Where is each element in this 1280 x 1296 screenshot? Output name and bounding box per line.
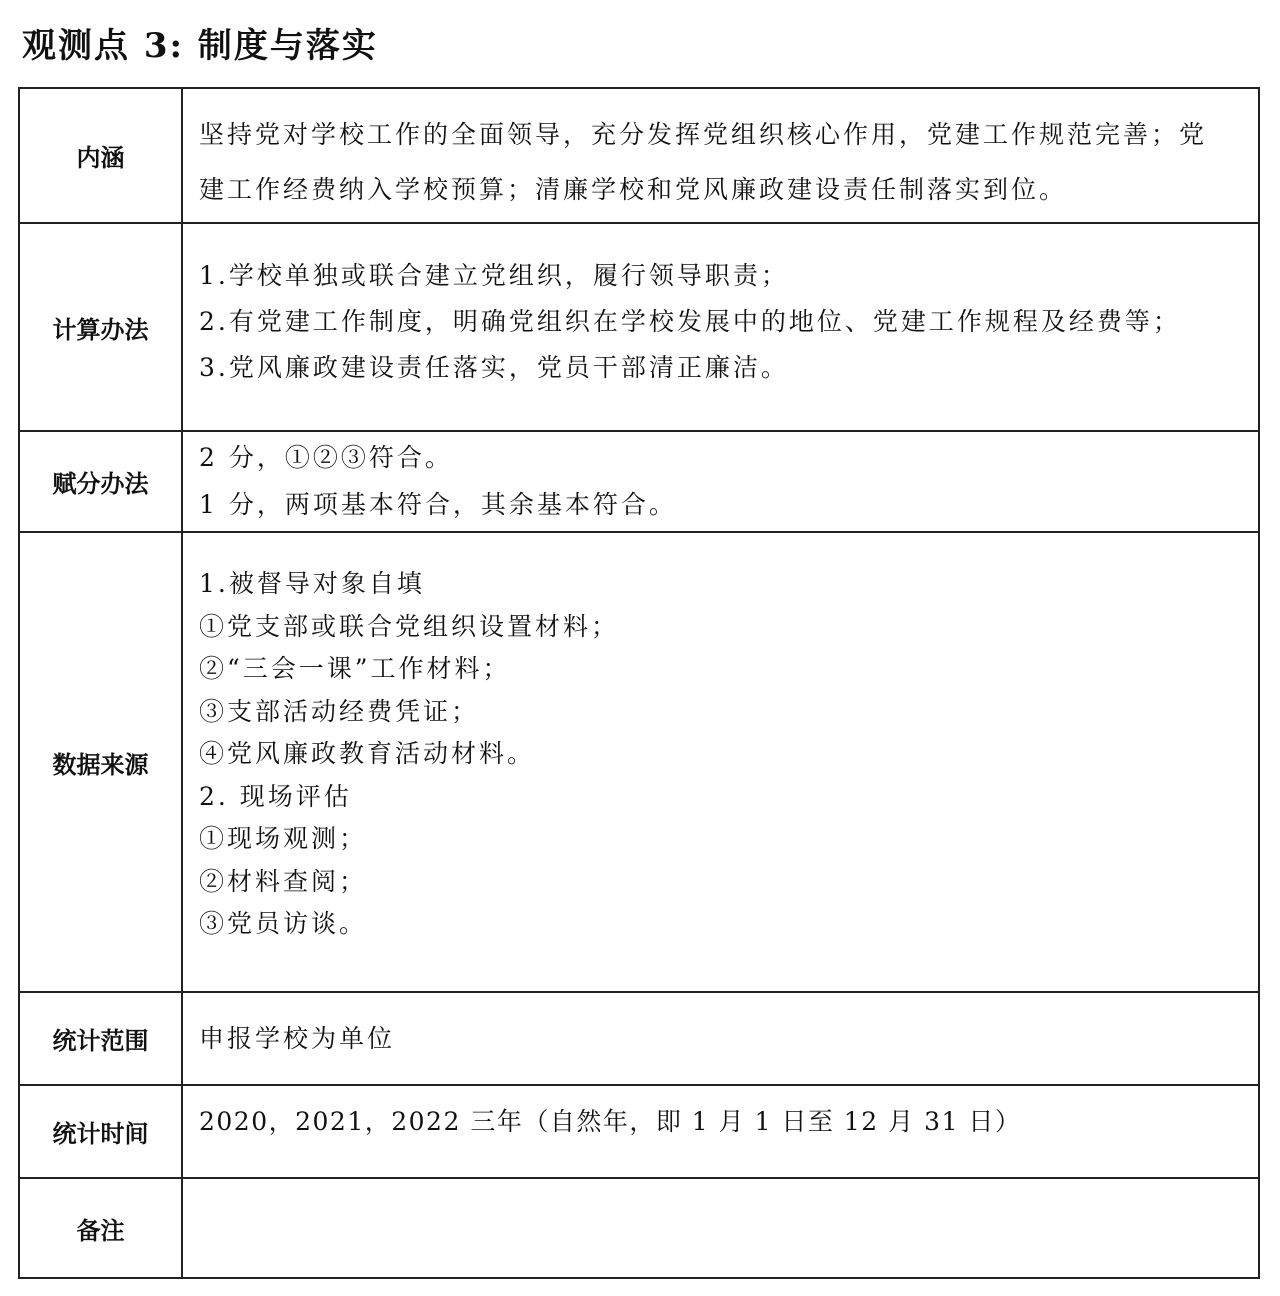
content-line: 2020，2021，2022 三年（自然年，即 1 月 1 日至 12 月 31 日） bbox=[199, 1107, 1022, 1136]
row-label-remarks: 备注 bbox=[19, 1178, 182, 1278]
table-row bbox=[19, 1085, 1259, 1178]
content-line: ③党员访谈。 bbox=[199, 909, 368, 938]
content-line: ①现场观测； bbox=[199, 824, 368, 853]
content-line: ①党支部或联合党组织设置材料； bbox=[199, 611, 620, 641]
row-content-scoring-method bbox=[182, 431, 1259, 532]
content-line: 2 分，①②③符合。 bbox=[199, 443, 453, 472]
row-content-statistical-period bbox=[182, 1085, 1259, 1178]
content-line: ②“三会一课”工作材料； bbox=[199, 654, 511, 683]
content-line: 1 分，两项基本符合，其余基本符合。 bbox=[199, 490, 677, 519]
content-line: 建工作经费纳入学校预算；清廉学校和党风廉政建设责任制落实到位。 bbox=[199, 175, 1068, 204]
row-content-connotation bbox=[182, 88, 1259, 223]
table-row bbox=[19, 992, 1259, 1085]
table-row bbox=[19, 1178, 1259, 1278]
table-row bbox=[19, 223, 1259, 431]
content-line: 1.被督导对象自填 bbox=[199, 569, 425, 598]
table-row bbox=[19, 431, 1259, 532]
row-label-statistical-scope: 统计范围 bbox=[19, 992, 182, 1085]
row-content-statistical-scope bbox=[182, 992, 1259, 1085]
table-row bbox=[19, 88, 1259, 223]
row-label-scoring-method: 赋分办法 bbox=[19, 431, 182, 532]
content-line: ④党风廉政教育活动材料。 bbox=[199, 739, 536, 768]
content-line: 3.党风廉政建设责任落实，党员干部清正廉洁。 bbox=[199, 353, 789, 382]
row-label-calculation-method: 计算办法 bbox=[19, 223, 182, 431]
row-content-data-source bbox=[182, 532, 1259, 992]
row-label-connotation: 内涵 bbox=[19, 88, 182, 223]
content-line: ②材料查阅； bbox=[199, 866, 368, 896]
indicator-table bbox=[18, 87, 1260, 1279]
page-title: 观测点 3: 制度与落实 bbox=[22, 26, 378, 66]
content-line: ③支部活动经费凭证； bbox=[199, 696, 480, 726]
table-row bbox=[19, 532, 1259, 992]
content-line: 申报学校为单位 bbox=[199, 1024, 396, 1053]
content-line: 2. 现场评估 bbox=[199, 781, 352, 811]
row-content-calculation-method bbox=[182, 223, 1259, 431]
content-line: 2.有党建工作制度，明确党组织在学校发展中的地位、党建工作规程及经费等； bbox=[199, 307, 1181, 336]
content-line: 坚持党对学校工作的全面领导，充分发挥党组织核心作用，党建工作规范完善；党 bbox=[199, 120, 1208, 149]
row-label-data-source: 数据来源 bbox=[19, 532, 182, 992]
content-line: 1.学校单独或联合建立党组织，履行领导职责； bbox=[199, 261, 789, 290]
row-content-remarks bbox=[182, 1178, 1259, 1278]
row-label-statistical-period: 统计时间 bbox=[19, 1085, 182, 1178]
